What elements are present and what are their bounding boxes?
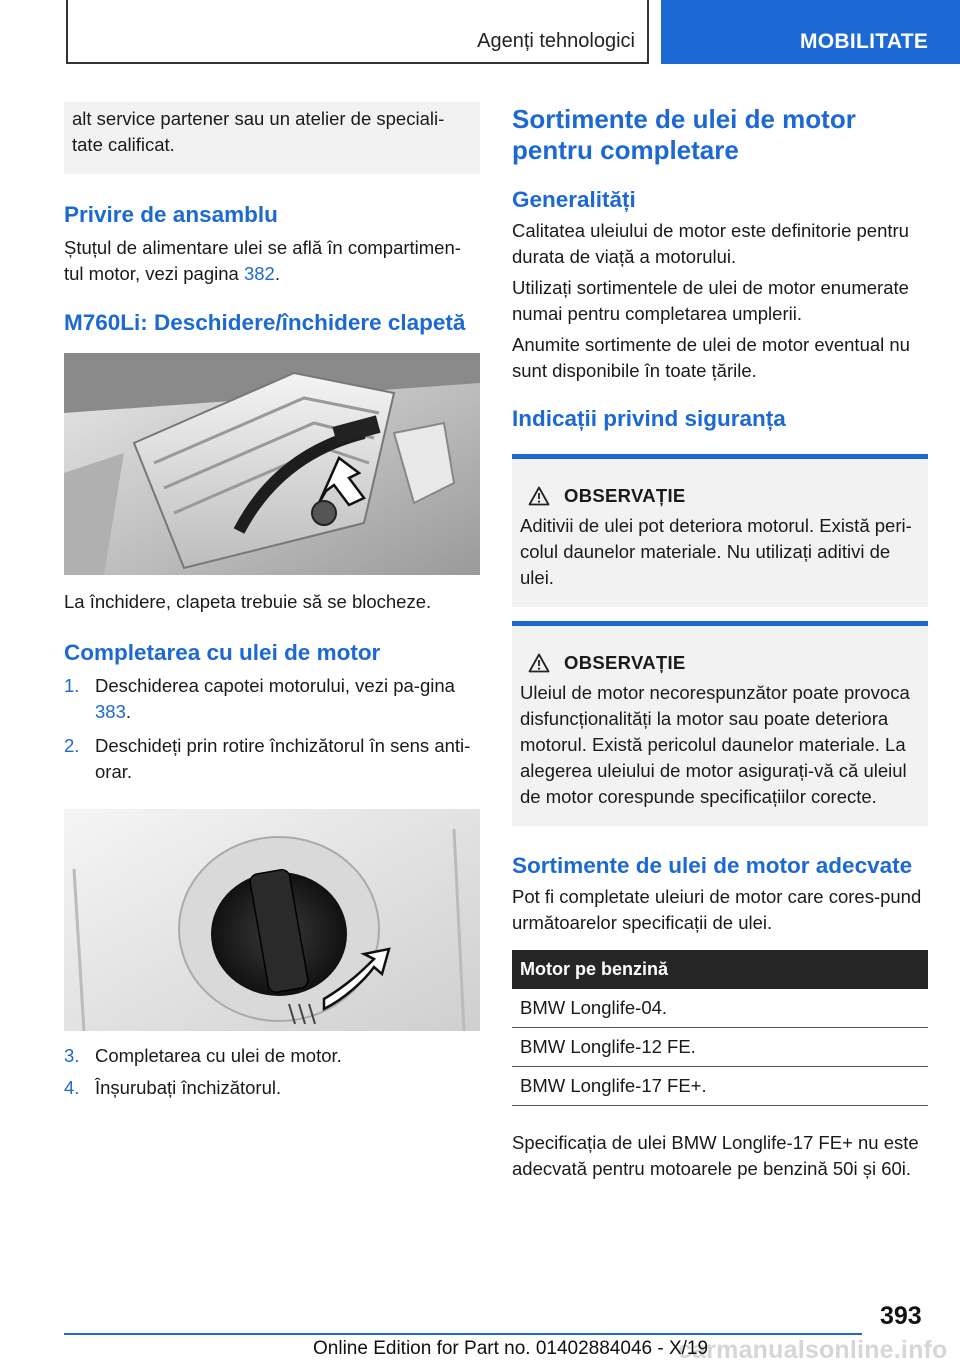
notice-text: Uleiul de motor necorespunzător poate provoca disfuncționalități la motor sau poate deteriora motorul. Există pericolul daunelor materiale. La alegerea uleiului de motor asigurați-vă că uleiul de motor corespunde specificațiilor corecte.: [520, 682, 910, 807]
suitable-text: Pot fi completate uleiuri de motor care cores-pund următoarelor specificații de ulei.: [512, 886, 922, 933]
notice-box-1: [512, 454, 928, 607]
general-paragraph-3: Anumite sortimente de ulei de motor eventual nu sunt disponibile în toate țările.: [512, 334, 910, 381]
m760-heading: M760Li: Deschidere/închidere clapetă: [64, 310, 466, 335]
header-chapter-label: MOBILITATE: [800, 30, 929, 53]
left-column: [64, 102, 480, 1101]
spec-note: Specificația de ulei BMW Longlife-17 FE+ nu este adecvată pentru motoarele pe benzină 50i și 60i.: [512, 1132, 919, 1179]
step-item: 3. Completarea cu ulei de motor.: [64, 1043, 480, 1069]
notice-header: [520, 485, 920, 507]
general-paragraph-2: Utilizați sortimentele de ulei de motor enumerate numai pentru completarea umplerii.: [512, 277, 909, 324]
refill-steps-list-b: [64, 1043, 480, 1101]
overview-text: Ștuțul de alimentare ulei se află în compartimen-tul motor, vezi pagina 382.: [64, 237, 461, 284]
step-number: 1.: [64, 675, 80, 696]
oil-cap-illustration: [64, 809, 480, 1031]
table-header-row: [512, 950, 928, 989]
page-link-383[interactable]: 383: [95, 701, 126, 722]
step-number: 4.: [64, 1077, 80, 1098]
flap-caption: La închidere, clapeta trebuie să se blocheze.: [64, 591, 432, 612]
notice-header: [520, 652, 920, 674]
engine-flap-photo: [64, 353, 480, 575]
footer-divider: [64, 1333, 862, 1335]
oil-cap-photo: [64, 809, 480, 1031]
footer-edition-text: Online Edition for Part no. 01402884046 - X/19: [313, 1338, 709, 1359]
safety-heading: Indicații privind siguranța: [512, 406, 786, 431]
header-section-box: [66, 0, 649, 64]
refill-steps-list-a: [64, 673, 480, 785]
table-cell: BMW Longlife-04.: [512, 989, 928, 1028]
notice-title: OBSERVAȚIE: [564, 652, 686, 673]
watermark: carmanualsonline.info: [678, 1336, 948, 1364]
step-item: 2. Deschideți prin rotire închizătorul în sens anti-orar.: [64, 735, 471, 782]
step-number: 2.: [64, 735, 80, 756]
suitable-heading: Sortimente de ulei de motor adecvate: [512, 853, 913, 878]
table-cell: BMW Longlife-17 FE+.: [512, 1067, 928, 1106]
table-header-cell: Motor pe benzină: [512, 950, 928, 989]
table-row: [512, 989, 928, 1028]
notice-box-2: [512, 621, 928, 826]
notice-text: Aditivii de ulei pot deteriora motorul. Există peri-colul daunelor materiale. Nu utilizați aditivi de ulei.: [520, 515, 912, 588]
table-row: [512, 1028, 928, 1067]
right-column: [512, 102, 928, 1182]
general-heading: Generalități: [512, 187, 636, 212]
oil-spec-table: [512, 950, 928, 1106]
engine-bay-illustration: [64, 353, 480, 575]
table-cell: BMW Longlife-12 FE.: [512, 1028, 928, 1067]
page-link-382[interactable]: 382: [243, 263, 275, 284]
header-section-title: Agenți tehnologici: [477, 30, 635, 52]
step-number: 3.: [64, 1045, 80, 1066]
step-item: 1. Deschiderea capotei motorului, vezi pa-gina 383.: [64, 675, 455, 722]
main-heading: Sortimente de ulei de motor pentru completare: [512, 104, 856, 165]
header-chapter-tab[interactable]: [661, 0, 960, 64]
overview-heading: Privire de ansamblu: [64, 202, 278, 227]
warning-triangle-icon: [528, 486, 550, 506]
notice-title: OBSERVAȚIE: [564, 485, 686, 506]
refill-heading: Completarea cu ulei de motor: [64, 640, 381, 665]
intro-text: alt service partener sau un atelier de speciali-tate calificat.: [72, 108, 445, 155]
intro-box: [64, 102, 480, 174]
page-number: 393: [880, 1302, 922, 1330]
table-row: [512, 1067, 928, 1106]
general-paragraph-1: Calitatea uleiului de motor este definitorie pentru durata de viață a motorului.: [512, 220, 909, 267]
step-item: 4. Înșurubați închizătorul.: [64, 1075, 480, 1101]
warning-triangle-icon: [528, 653, 550, 673]
